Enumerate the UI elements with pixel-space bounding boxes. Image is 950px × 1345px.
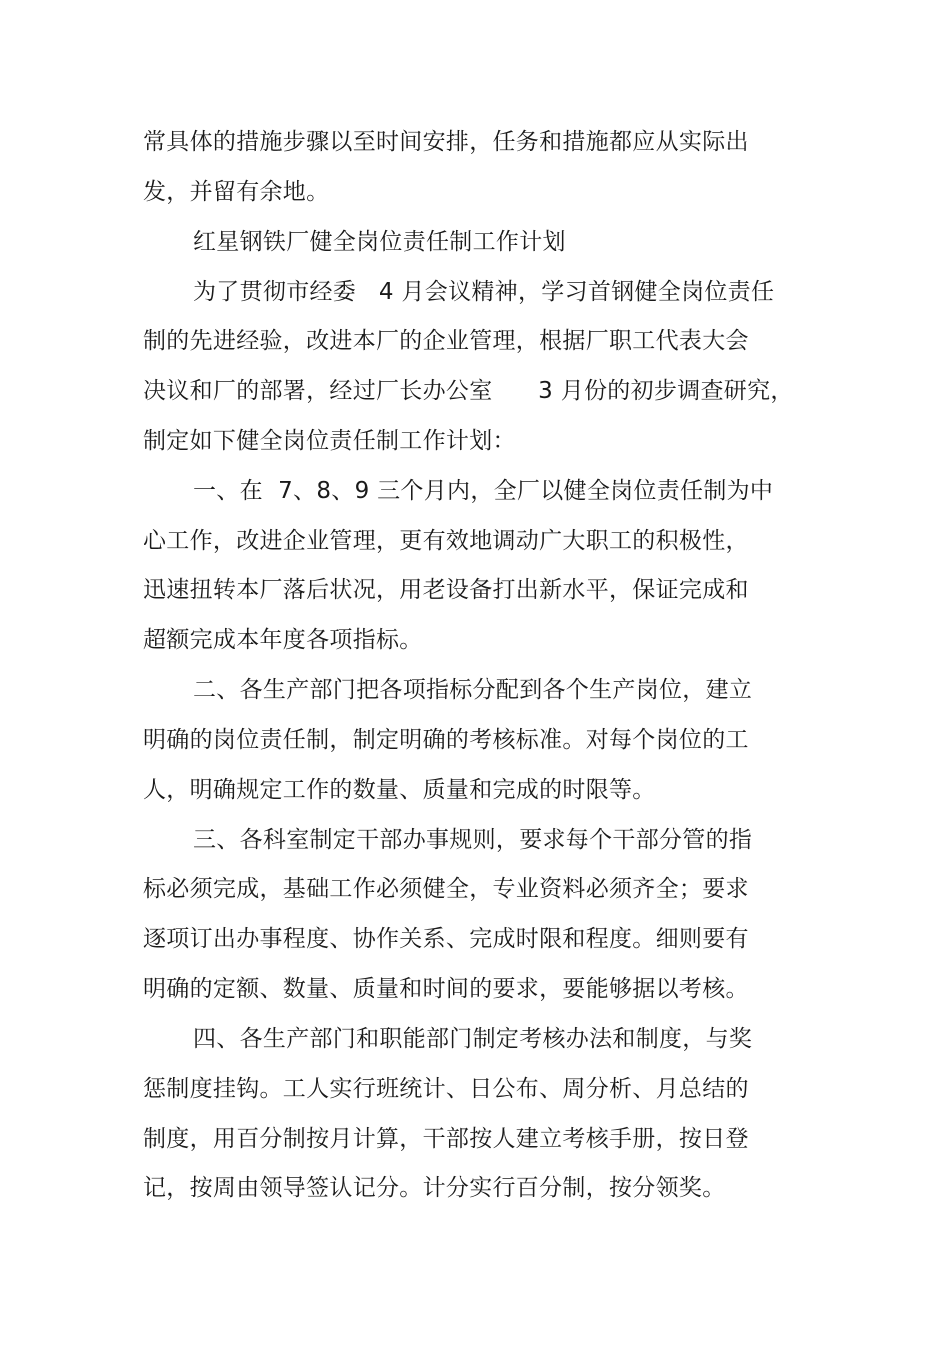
- text-line: 惩制度挂钩。工人实行班统计、日公布、周分析、月总结的: [143, 1076, 749, 1102]
- text-line: 一、在 7、8、9 三个月内，全厂以健全岗位责任制为中: [193, 478, 774, 504]
- text-line: 制定如下健全岗位责任制工作计划：: [143, 428, 516, 454]
- text-line: 二、各生产部门把各项指标分配到各个生产岗位，建立: [193, 677, 753, 703]
- text-line: 逐项订出办事程度、协作关系、完成时限和程度。细则要有: [143, 926, 749, 952]
- text-line: 制的先进经验，改进本厂的企业管理，根据厂职工代表大会: [143, 328, 749, 354]
- text-line: 超额完成本年度各项指标。: [143, 627, 423, 653]
- text-line: 三、各科室制定干部办事规则，要求每个干部分管的指: [193, 827, 753, 853]
- text-line: 明确的岗位责任制，制定明确的考核标准。对每个岗位的工: [143, 727, 749, 753]
- text-line: 心工作，改进企业管理，更有效地调动广大职工的积极性，: [143, 528, 749, 554]
- text-line: 明确的定额、数量、质量和时间的要求，要能够据以考核。: [143, 976, 749, 1002]
- text-line: 人，明确规定工作的数量、质量和完成的时限等。: [143, 777, 656, 803]
- text-line: 记，按周由领导签认记分。计分实行百分制，按分领奖。: [143, 1175, 726, 1201]
- text-line: 四、各生产部门和职能部门制定考核办法和制度，与奖: [193, 1026, 753, 1052]
- text-line: 制度，用百分制按月计算，干部按人建立考核手册，按日登: [143, 1126, 749, 1152]
- text-line: 标必须完成，基础工作必须健全，专业资料必须齐全；要求: [143, 876, 749, 902]
- text-line: 为了贯彻市经委 4 月会议精神，学习首钢健全岗位责任: [193, 279, 775, 305]
- section-title: 红星钢铁厂健全岗位责任制工作计划: [193, 229, 566, 255]
- text-line: 决议和厂的部署，经过厂长办公室 3 月份的初步调查研究，: [143, 378, 794, 404]
- text-line: 常具体的措施步骤以至时间安排，任务和措施都应从实际出: [143, 129, 749, 155]
- text-line: 发，并留有余地。: [143, 179, 330, 205]
- text-line: 迅速扭转本厂落后状况，用老设备打出新水平，保证完成和: [143, 577, 749, 603]
